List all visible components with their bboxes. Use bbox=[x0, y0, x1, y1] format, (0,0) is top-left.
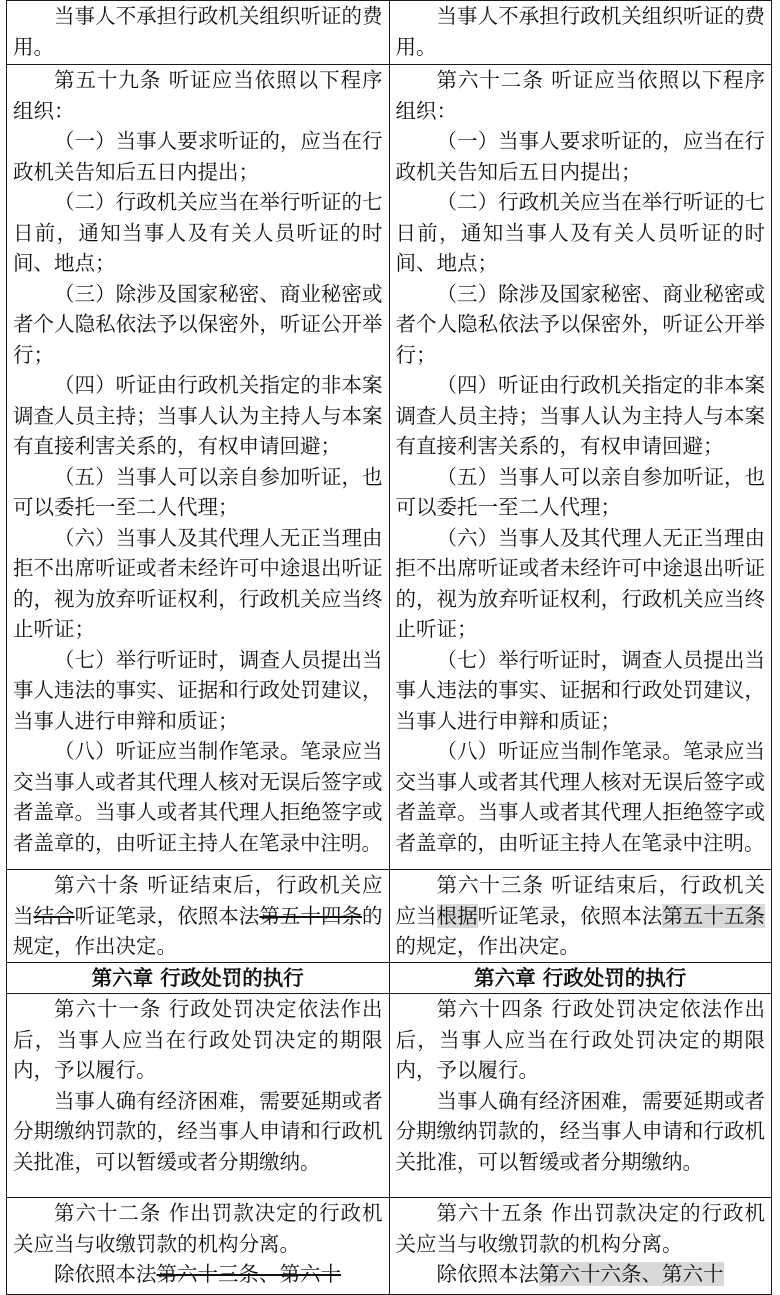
clause: （六）当事人及其代理人无正当理由拒不出席听证或者未经许可中途退出听证的，视为放弃听证权利，行政机关应当终止听证； bbox=[395, 525, 765, 641]
text-run: 除依照本法 bbox=[54, 1262, 157, 1286]
table-row bbox=[7, 870, 772, 963]
comparison-table bbox=[6, 0, 772, 1295]
highlighted-text: 第六十六条、第六十 bbox=[539, 1262, 724, 1286]
table-row bbox=[7, 1, 772, 65]
article-text: 当事人确有经济困难，需要延期或者分期缴纳罚款的，经当事人申请和行政机关批准，可以暂缓或者分期缴纳。 bbox=[13, 1088, 383, 1174]
highlighted-text: 第五十五条 bbox=[662, 903, 766, 928]
clause: （五）当事人可以亲自参加听证，也可以委托一至二人代理； bbox=[395, 464, 765, 519]
article-text: 第六十一条 行政处罚决定依法作出后，当事人应当在行政处罚决定的期限内，予以履行。 bbox=[13, 997, 383, 1082]
article-text: 第六十四条 行政处罚决定依法作出后，当事人应当在行政处罚决定的期限内，予以履行。 bbox=[395, 997, 765, 1082]
text-run: 的规定，作出决定。 bbox=[13, 903, 383, 958]
article-heading: 第六十二条 听证应当依照以下程序组织： bbox=[395, 68, 765, 123]
clause: （八）听证应当制作笔录。笔录应当交当事人或者其代理人核对无误后签字或者盖章。当事人或者其代理人拒绝签字或者盖章的，由听证主持人在笔录中注明。 bbox=[395, 739, 765, 855]
text-run: 的规定，作出决定。 bbox=[395, 934, 580, 958]
clause: （二）行政机关应当在举行听证的七日前，通知当事人及有关人员听证的时间、地点； bbox=[13, 190, 383, 275]
clause: （五）当事人可以亲自参加听证，也可以委托一至二人代理； bbox=[13, 464, 383, 519]
highlighted-text: 根据 bbox=[436, 903, 478, 928]
paragraph: 当事人不承担行政机关组织听证的费用。 bbox=[395, 4, 765, 59]
left-cell bbox=[7, 1, 390, 65]
chapter-title-left: 第六章 行政处罚的执行 bbox=[7, 962, 390, 994]
left-cell bbox=[7, 870, 390, 963]
clause: （三）除涉及国家秘密、商业秘密或者个人隐私依法予以保密外，听证公开举行； bbox=[13, 281, 383, 367]
clause: （一）当事人要求听证的，应当在行政机关告知后五日内提出； bbox=[13, 129, 383, 184]
clause: （四）听证由行政机关指定的非本案调查人员主持；当事人认为主持人与本案有直接利害关系的，有权申请回避； bbox=[13, 373, 383, 458]
article-text: 第六十二条 作出罚款决定的行政机关应当与收缴罚款的机构分离。 bbox=[13, 1201, 383, 1256]
left-cell bbox=[7, 1198, 390, 1295]
clause: （四）听证由行政机关指定的非本案调查人员主持；当事人认为主持人与本案有直接利害关系的，有权申请回避； bbox=[395, 373, 765, 458]
text-run: 听证笔录，依照本法 bbox=[74, 903, 260, 928]
article-text bbox=[396, 1259, 766, 1290]
article-heading: 第五十九条 听证应当依照以下程序组织： bbox=[13, 68, 383, 123]
clause: （七）举行听证时，调查人员提出当事人违法的事实、证据和行政处罚建议，当事人进行申辩和质证； bbox=[395, 647, 765, 733]
chapter-title-right: 第六章 行政处罚的执行 bbox=[389, 962, 772, 994]
chapter-row bbox=[7, 962, 772, 994]
deleted-text: 第六十三条、第六十 bbox=[156, 1262, 341, 1286]
text-run: 除依照本法 bbox=[436, 1262, 539, 1286]
text-run: 第六十三条 听证结束后，行政机关应当 bbox=[395, 873, 765, 928]
article-text bbox=[396, 870, 766, 962]
table-row bbox=[7, 994, 772, 1198]
table-row bbox=[7, 65, 772, 870]
right-cell bbox=[389, 1198, 772, 1295]
article-text: 第六十五条 作出罚款决定的行政机关应当与收缴罚款的机构分离。 bbox=[395, 1201, 765, 1256]
right-cell bbox=[389, 870, 772, 963]
clause: （二）行政机关应当在举行听证的七日前，通知当事人及有关人员听证的时间、地点； bbox=[395, 190, 765, 275]
article-text: 当事人确有经济困难，需要延期或者分期缴纳罚款的，经当事人申请和行政机关批准，可以暂缓或者分期缴纳。 bbox=[395, 1088, 765, 1174]
text-run: 听证笔录，依照本法 bbox=[477, 903, 663, 928]
deleted-text: 第五十四条 bbox=[259, 903, 363, 928]
right-cell bbox=[389, 994, 772, 1198]
text-run: 第六十条 听证结束后，行政机关应当 bbox=[13, 873, 383, 928]
left-cell bbox=[7, 65, 390, 870]
right-cell bbox=[389, 65, 772, 870]
table-row bbox=[7, 1198, 772, 1295]
clause: （八）听证应当制作笔录。笔录应当交当事人或者其代理人核对无误后签字或者盖章。当事人或者其代理人拒绝签字或者盖章的，由听证主持人在笔录中注明。 bbox=[13, 739, 383, 855]
deleted-text: 结合 bbox=[33, 903, 75, 928]
article-text bbox=[13, 1259, 383, 1290]
clause: （三）除涉及国家秘密、商业秘密或者个人隐私依法予以保密外，听证公开举行； bbox=[395, 281, 765, 367]
right-cell bbox=[389, 1, 772, 65]
paragraph: 当事人不承担行政机关组织听证的费用。 bbox=[13, 4, 383, 59]
article-text bbox=[13, 870, 383, 962]
clause: （六）当事人及其代理人无正当理由拒不出席听证或者未经许可中途退出听证的，视为放弃听证权利，行政机关应当终止听证； bbox=[13, 525, 383, 641]
clause: （七）举行听证时，调查人员提出当事人违法的事实、证据和行政处罚建议，当事人进行申辩和质证； bbox=[13, 647, 383, 733]
clause: （一）当事人要求听证的，应当在行政机关告知后五日内提出； bbox=[395, 129, 765, 184]
left-cell bbox=[7, 994, 390, 1198]
